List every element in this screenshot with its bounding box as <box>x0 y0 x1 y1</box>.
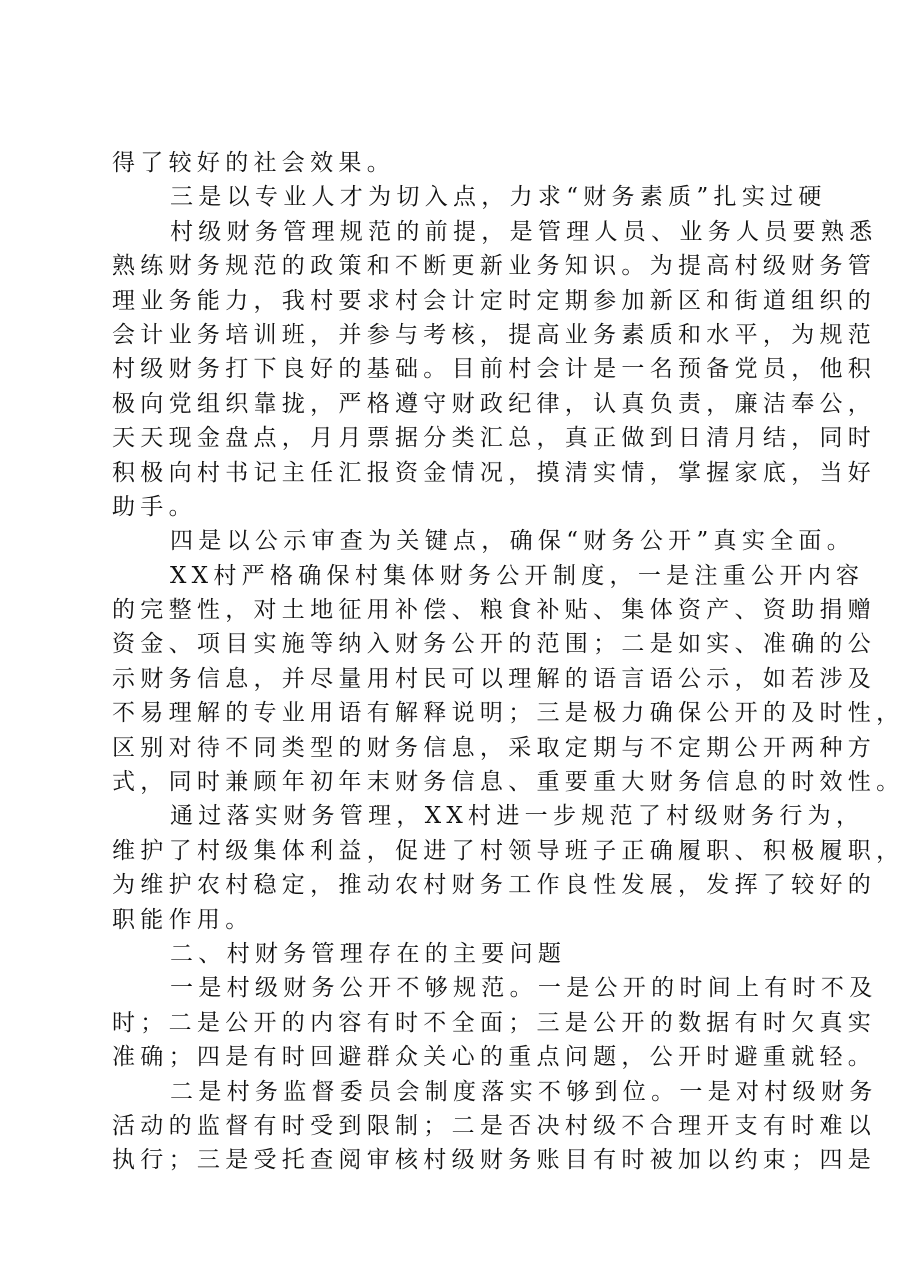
text-line: 天天现金盘点，月月票据分类汇总，真正做到日清月结，同时 <box>112 425 877 452</box>
text-line: 熟练财务规范的政策和不断更新业务知识。为提高村级财务管 <box>112 253 877 280</box>
document-body <box>112 146 905 1178</box>
text-line: 助手。 <box>112 493 197 520</box>
text-line: 式，同时兼顾年初年末财务信息、重要重大财务信息的时效性。 <box>112 769 905 796</box>
text-line: 为维护农村稳定，推动农村财务工作良性发展，发挥了较好的 <box>112 872 877 899</box>
text-line: 不易理解的专业用语有解释说明；三是极力确保公开的及时性， <box>112 700 905 727</box>
text-line: 积极向村书记主任汇报资金情况，摸清实情，掌握家底，当好 <box>112 459 877 486</box>
text-line: 活动的监督有时受到限制；二是否决村级不合理开支有时难以 <box>112 1112 877 1139</box>
paragraph-line: 一是村级财务公开不够规范。一是公开的时间上有时不及 <box>170 975 878 1002</box>
text-line: 执行；三是受托查阅审核村级财务账目有时被加以约束；四是 <box>112 1147 877 1174</box>
section-heading: 二、村财务管理存在的主要问题 <box>170 940 567 967</box>
text-line: 极向党组织靠拢，严格遵守财政纪律，认真负责，廉洁奉公， <box>112 390 877 417</box>
paragraph-line: 二是村务监督委员会制度落实不够到位。一是对村级财务 <box>170 1078 878 1105</box>
text-line: 职能作用。 <box>112 906 254 933</box>
paragraph-line: XX村严格确保村集体财务公开制度，一是注重公开内容 <box>170 562 865 589</box>
text-line: 时；二是公开的内容有时不全面；三是公开的数据有时欠真实 <box>112 1009 877 1036</box>
text-line: 示财务信息，并尽量用村民可以理解的语言语公示，如若涉及 <box>112 665 877 692</box>
section-heading: 四是以公示审查为关键点，确保“财务公开”真实全面。 <box>170 528 856 555</box>
text-line: 得了较好的社会效果。 <box>112 150 395 176</box>
text-line: 理业务能力，我村要求村会计定时定期参加新区和街道组织的 <box>112 287 877 314</box>
text-line: 会计业务培训班，并参与考核，提高业务素质和水平，为规范 <box>112 321 877 348</box>
text-line: 资金、项目实施等纳入财务公开的范围；二是如实、准确的公 <box>112 631 877 658</box>
text-line: 的完整性，对土地征用补偿、粮食补贴、集体资产、资助捐赠 <box>112 597 877 624</box>
paragraph-line: 通过落实财务管理，XX村进一步规范了村级财务行为， <box>170 803 865 830</box>
text-line: 维护了村级集体利益，促进了村领导班子正确履职、积极履职， <box>112 837 905 864</box>
text-line: 区别对待不同类型的财务信息，采取定期与不定期公开两种方 <box>112 734 877 761</box>
text-line: 准确；四是有时回避群众关心的重点问题，公开时避重就轻。 <box>112 1044 877 1071</box>
paragraph-line: 村级财务管理规范的前提，是管理人员、业务人员要熟悉 <box>170 218 878 245</box>
section-heading: 三是以专业人才为切入点，力求“财务素质”扎实过硬 <box>170 184 827 211</box>
text-line: 村级财务打下良好的基础。目前村会计是一名预备党员，他积 <box>112 356 877 383</box>
